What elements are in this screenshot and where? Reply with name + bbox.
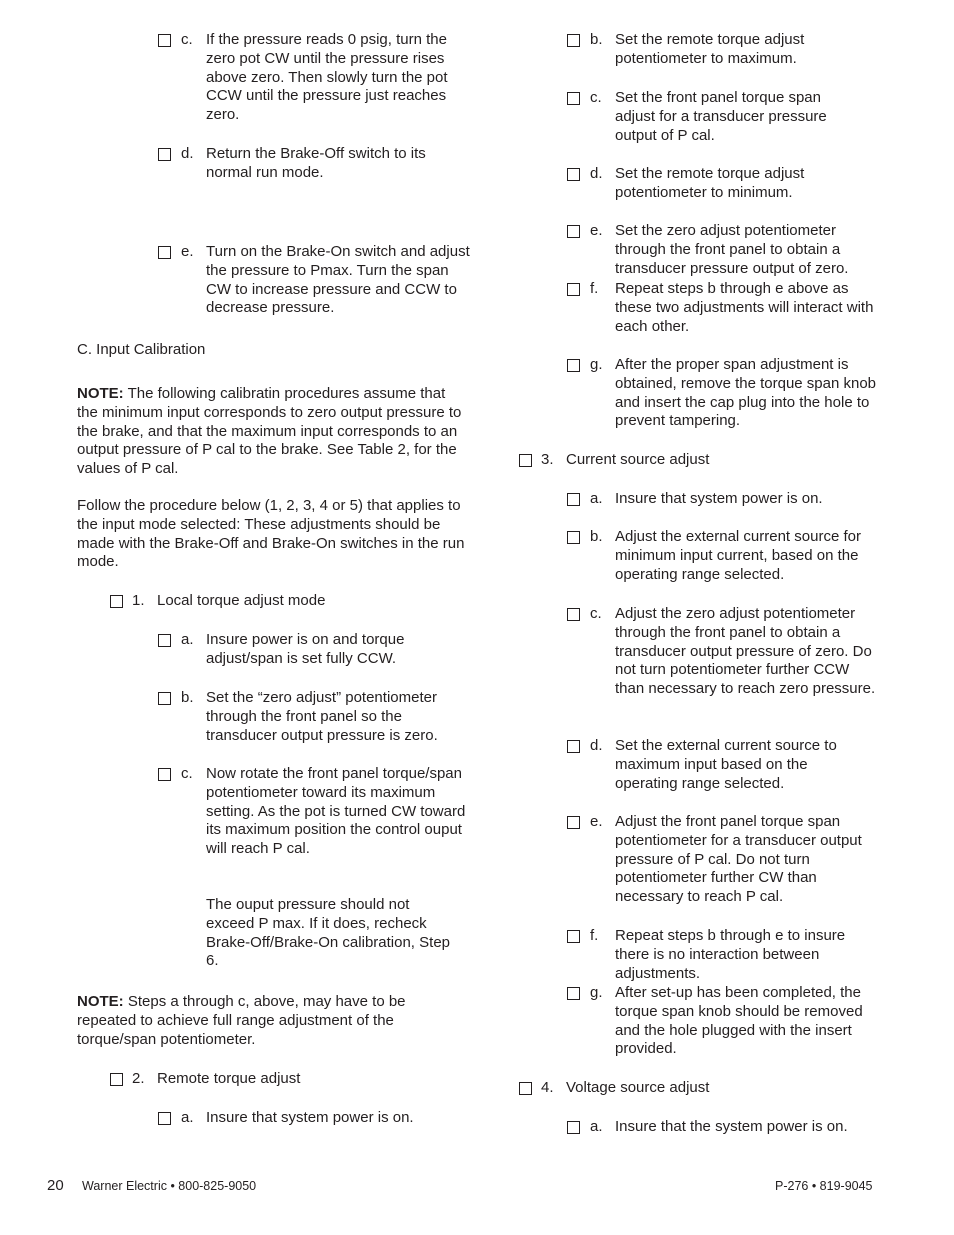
item-title: Current source adjust [566,451,710,468]
step-letter: c. [181,765,193,782]
step-text: Set the remote torque adjust potentiometer to minimum. [615,165,805,201]
step-text: If the pressure reads 0 psig, turn the zero pot CW until the pressure rises above zero. Then slowly turn the pot CCW until the pressure just reaches zero. [206,31,448,124]
step-letter: a. [181,631,194,648]
step-letter: b. [590,31,603,48]
step-text: Now rotate the front panel torque/span potentiometer toward its maximum setting. As the pot is turned CW toward its maximum position the control ouput will reach P cal. [206,765,466,858]
step-text: Set the remote torque adjust potentiometer to maximum. [615,31,805,67]
step-letter: g. [590,356,603,373]
step-text: Set the zero adjust potentiometer through the front panel to obtain a transducer pressure output of zero. [615,222,849,277]
step-text: Adjust the zero adjust potentiometer through the front panel to obtain a transducer output pressure of zero. Do not turn potentiometer further CCW than necessary to reach zero pressure. [615,605,876,698]
step-letter: a. [590,490,603,507]
step-text: Set the front panel torque span adjust for a transducer pressure output of P cal. [615,89,827,144]
checkbox-item-2[interactable] [110,1073,123,1086]
footer-doc-code: P-276 • 819-9045 [775,1179,873,1193]
checkbox-item-2e[interactable] [567,225,580,238]
step-text: Insure that the system power is on. [615,1118,848,1135]
item-title: Local torque adjust mode [157,592,326,609]
item-number: 3. [541,451,554,468]
checkbox-item-1[interactable] [110,595,123,608]
item-number: 2. [132,1070,145,1087]
step-letter: f. [590,927,599,944]
note-text: Steps a through c, above, may have to be repeated to achieve full range adjustment of the torque/span potentiometer. [77,993,406,1048]
step-letter: c. [590,605,602,622]
step-letter: e. [590,222,603,239]
checkbox-item-3[interactable] [519,454,532,467]
instructions-paragraph: Follow the procedure below (1, 2, 3, 4 or 5) that applies to the input mode selected: These adjustments should be made with the Brake-Off and Brake-On switches in the run mode. [77,497,465,571]
checkbox-step-e[interactable] [158,246,171,259]
step-text: Turn on the Brake-On switch and adjust the pressure to Pmax. Turn the span CW to increase pressure and CCW to decrease pressure. [206,243,470,317]
note-label: NOTE: [77,385,124,402]
checkbox-item-3d[interactable] [567,740,580,753]
step-text: Adjust the external current source for minimum input current, based on the operating range selected. [615,528,861,583]
item-number: 1. [132,592,145,609]
step-text: Return the Brake-Off switch to its normal run mode. [206,145,426,181]
checkbox-item-3b[interactable] [567,531,580,544]
checkbox-item-3g[interactable] [567,987,580,1000]
step-letter: f. [590,280,599,297]
checkbox-step-d[interactable] [158,148,171,161]
checkbox-item-2a[interactable] [158,1112,171,1125]
step-text: After the proper span adjustment is obtained, remove the torque span knob and insert the cap plug into the hole to prevent tampering. [615,356,877,430]
step-text: Repeat steps b through e to insure there is no interaction between adjustments. [615,927,846,982]
step-text: Insure that system power is on. [206,1109,414,1126]
checkbox-item-2g[interactable] [567,359,580,372]
checkbox-item-1a[interactable] [158,634,171,647]
step-text: Set the external current source to maximum input based on the operating range selected. [615,737,837,792]
step-text: Set the “zero adjust” potentiometer through the front panel so the transducer output pressure is zero. [206,689,438,744]
step-text: Repeat steps b through e above as these two adjustments will interact with each other. [615,280,874,335]
checkbox-item-3f[interactable] [567,930,580,943]
step-text: Insure that system power is on. [615,490,823,507]
checkbox-item-2f[interactable] [567,283,580,296]
page-number: 20 [47,1177,64,1194]
step-note-text: The ouput pressure should not exceed P max. If it does, recheck Brake-Off/Brake-On calibration, Step 6. [206,896,450,970]
checkbox-item-3a[interactable] [567,493,580,506]
item-number: 4. [541,1079,554,1096]
checkbox-item-3e[interactable] [567,816,580,829]
step-letter: a. [590,1118,603,1135]
checkbox-item-1b[interactable] [158,692,171,705]
checkbox-item-4a[interactable] [567,1121,580,1134]
section-heading: C. Input Calibration [77,341,206,358]
step-text: Insure power is on and torque adjust/span is set fully CCW. [206,631,405,667]
footer-company: Warner Electric • 800-825-9050 [82,1179,257,1193]
step-letter: e. [181,243,194,260]
note-paragraph [77,385,469,479]
step-letter: d. [590,737,603,754]
step-letter: d. [181,145,194,162]
checkbox-item-2c[interactable] [567,92,580,105]
step-letter: a. [181,1109,194,1126]
item-title: Remote torque adjust [157,1070,301,1087]
step-text: Adjust the front panel torque span potentiometer for a transducer output pressure of P cal. Do not turn potentiometer further CW than necessary to reach P cal. [615,813,862,906]
step-letter: c. [181,31,193,48]
step-letter: b. [181,689,194,706]
checkbox-item-3c[interactable] [567,608,580,621]
note-paragraph [77,993,457,1049]
item-title: Voltage source adjust [566,1079,710,1096]
checkbox-step-c[interactable] [158,34,171,47]
step-letter: g. [590,984,603,1001]
checkbox-item-1c[interactable] [158,768,171,781]
checkbox-item-4[interactable] [519,1082,532,1095]
step-letter: d. [590,165,603,182]
checkbox-item-2d[interactable] [567,168,580,181]
step-text: After set-up has been completed, the torque span knob should be removed and the hole plugged with the insert provided. [615,984,863,1058]
note-text: The following calibratin procedures assume that the minimum input corresponds to zero output pressure to the brake, and that the maximum input corresponds to an output pressure of P cal to the brake. See Table 2, for the values of P cal. [77,385,462,478]
checkbox-item-2b[interactable] [567,34,580,47]
note-label: NOTE: [77,993,124,1010]
step-letter: b. [590,528,603,545]
step-letter: e. [590,813,603,830]
step-letter: c. [590,89,602,106]
